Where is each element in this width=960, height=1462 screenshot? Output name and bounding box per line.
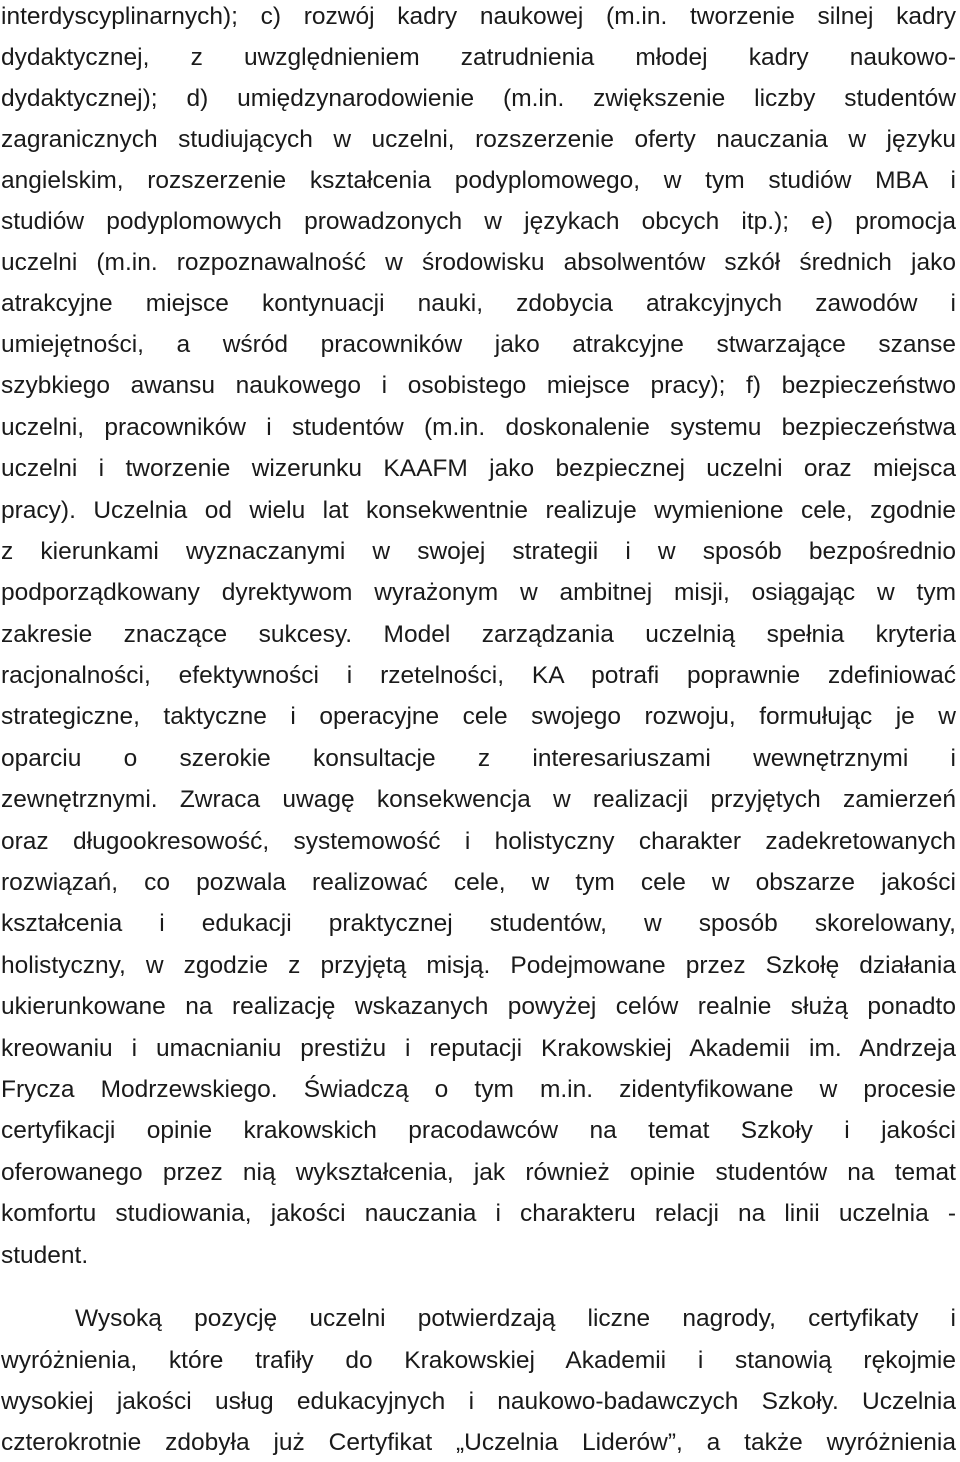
text-line: wyróżnienia, które trafiły do Krakowskiej Akademii i stanowią rękojmie [1, 1347, 956, 1374]
text-line: szybkiego awansu naukowego i osobistego miejsce pracy); f) bezpieczeństwo [1, 372, 956, 399]
text-line: uczelni (m.in. rozpoznawalność w środowisku absolwentów szkół średnich jako [1, 249, 956, 276]
text-line: zewnętrznymi. Zwraca uwagę konsekwencja w realizacji przyjętych zamierzeń [1, 786, 956, 813]
text-line: Frycza Modrzewskiego. Świadczą o tym m.in. zidentyfikowane w procesie [1, 1076, 956, 1103]
text-line: holistyczny, w zgodzie z przyjętą misją. Podejmowane przez Szkołę działania [1, 952, 956, 979]
text-line: kreowaniu i umacnianiu prestiżu i reputacji Krakowskiej Akademii im. Andrzeja [1, 1035, 956, 1062]
text-line: kształcenia i edukacji praktycznej studentów, w sposób skorelowany, [1, 910, 956, 937]
text-line: ukierunkowane na realizację wskazanych powyżej celów realnie służą ponadto [1, 993, 956, 1020]
text-line: strategiczne, taktyczne i operacyjne cele swojego rozwoju, formułując je w [1, 703, 956, 730]
text-line: rozwiązań, co pozwala realizować cele, w tym cele w obszarze jakości [1, 869, 956, 896]
text-line: pracy). Uczelnia od wielu lat konsekwentnie realizuje wymienione cele, zgodnie [1, 497, 956, 524]
text-line: podporządkowany dyrektywom wyrażonym w ambitnej misji, osiągając w tym [1, 579, 956, 606]
text-line: umiejętności, a wśród pracowników jako atrakcyjne stwarzające szanse [1, 331, 956, 358]
text-line: certyfikacji opinie krakowskich pracodawców na temat Szkoły i jakości [1, 1117, 956, 1144]
text-line: interdyscyplinarnych); c) rozwój kadry naukowej (m.in. tworzenie silnej kadry [1, 3, 956, 30]
text-line: Wysoką pozycję uczelni potwierdzają liczne nagrody, certyfikaty i [75, 1305, 956, 1332]
text-line: czterokrotnie zdobyła już Certyfikat „Uczelnia Liderów”, a także wyróżnienia [1, 1429, 956, 1456]
text-line: studiów podyplomowych prowadzonych w językach obcych itp.); e) promocja [1, 208, 956, 235]
text-line: oraz długookresowość, systemowość i holistyczny charakter zadekretowanych [1, 828, 956, 855]
text-line: student. [1, 1242, 89, 1269]
text-line: wysokiej jakości usług edukacyjnych i naukowo-badawczych Szkoły. Uczelnia [1, 1388, 956, 1415]
text-line: komfortu studiowania, jakości nauczania i charakteru relacji na linii uczelnia - [1, 1200, 956, 1227]
text-line: zakresie znaczące sukcesy. Model zarządzania uczelnią spełnia kryteria [1, 621, 956, 648]
text-line: dydaktycznej, z uwzględnieniem zatrudnienia młodej kadry naukowo- [1, 44, 956, 71]
text-line: oparciu o szerokie konsultacje z interesariuszami wewnętrznymi i [1, 745, 956, 772]
text-line: uczelni i tworzenie wizerunku KAAFM jako bezpiecznej uczelni oraz miejsca [1, 455, 956, 482]
text-line: racjonalności, efektywności i rzetelności, KA potrafi poprawnie zdefiniować [1, 662, 956, 689]
text-line: angielskim, rozszerzenie kształcenia podyplomowego, w tym studiów MBA i [1, 167, 956, 194]
text-line: zagranicznych studiujących w uczelni, rozszerzenie oferty nauczania w języku [1, 126, 956, 153]
text-line: z kierunkami wyznaczanymi w swojej strategii i w sposób bezpośrednio [1, 538, 956, 565]
text-line: atrakcyjne miejsce kontynuacji nauki, zdobycia atrakcyjnych zawodów i [1, 290, 956, 317]
text-line: oferowanego przez nią wykształcenia, jak również opinie studentów na temat [1, 1159, 956, 1186]
text-line: dydaktycznej); d) umiędzynarodowienie (m.in. zwiększenie liczby studentów [1, 85, 956, 112]
text-line: uczelni, pracowników i studentów (m.in. doskonalenie systemu bezpieczeństwa [1, 414, 956, 441]
